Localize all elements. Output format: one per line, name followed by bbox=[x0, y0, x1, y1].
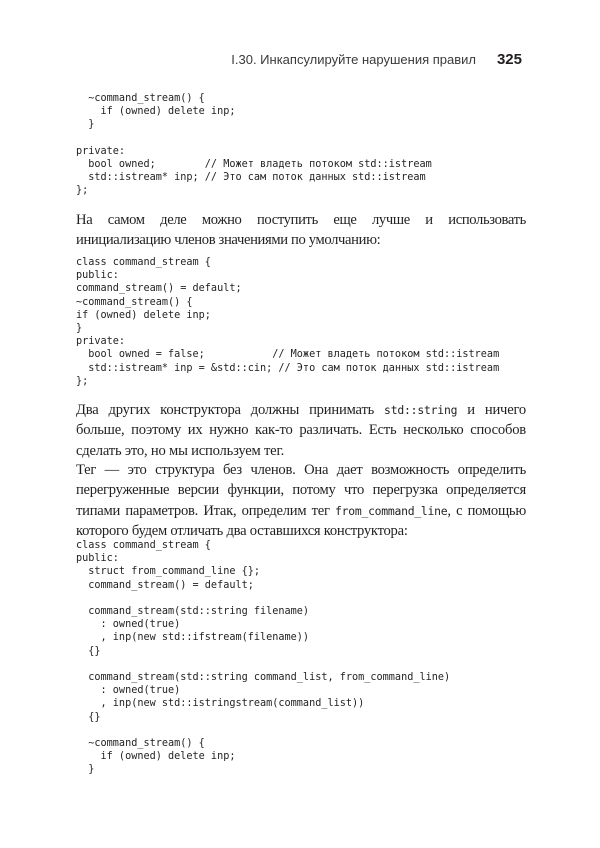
paragraph-1: На самом деле можно поступить еще лучше и использовать инициализацию членов значениями по умолчанию: bbox=[76, 212, 526, 249]
chapter-title: I.30. Инкапсулируйте нарушения правил bbox=[231, 52, 476, 67]
inline-code-from-command-line: from_command_line bbox=[335, 503, 448, 518]
inline-code-std-string: std::string bbox=[384, 403, 458, 417]
code-block-3: class command_stream { public: struct from_command_line {}; command_stream() = default; command_stream(std::string filename) : owned(true) , inp(new std::ifstream(filename)) {} command_stream(std::string command_list, from_command_line) : owned(true) , inp(new std::istringstream(command_list)) {} ~command_stream() { if (owned) delete inp; } bbox=[76, 540, 451, 776]
paragraph-3 bbox=[76, 460, 526, 542]
code-block-1: ~command_stream() { if (owned) delete inp; } private: bool owned; // Может владеть потоком std::istream std::istream* inp; // Это сам поток данных std::istream }; bbox=[76, 93, 432, 197]
paragraph-3-text-start: Тег — это структура без членов. Она дает возможность определить перегруженные версии функции, потому что перегрузка определяется типами параметров. Итак, определим тег bbox=[76, 462, 526, 519]
code-block-2: class command_stream { public: command_stream() = default; ~command_stream() { if (owned) delete inp; } private: bool owned = false; // Может владеть потоком std::istream std::istream* inp = &std::cin; // Это сам поток данных std::istream }; bbox=[76, 257, 500, 387]
running-header bbox=[0, 52, 600, 72]
paragraph-2 bbox=[76, 400, 526, 461]
paragraph-3-text-end: , с помощью которого будем отличать два оставшихся конструктора: bbox=[76, 502, 526, 540]
paragraph-2-text-start: Два других конструктора должны принимать bbox=[76, 402, 385, 418]
page-number: 325 bbox=[496, 51, 522, 68]
paragraph-2-text-end: и ничего больше, поэтому их нужно как-то различать. Есть несколько способов сделать это, но мы используем тег. bbox=[76, 402, 526, 459]
